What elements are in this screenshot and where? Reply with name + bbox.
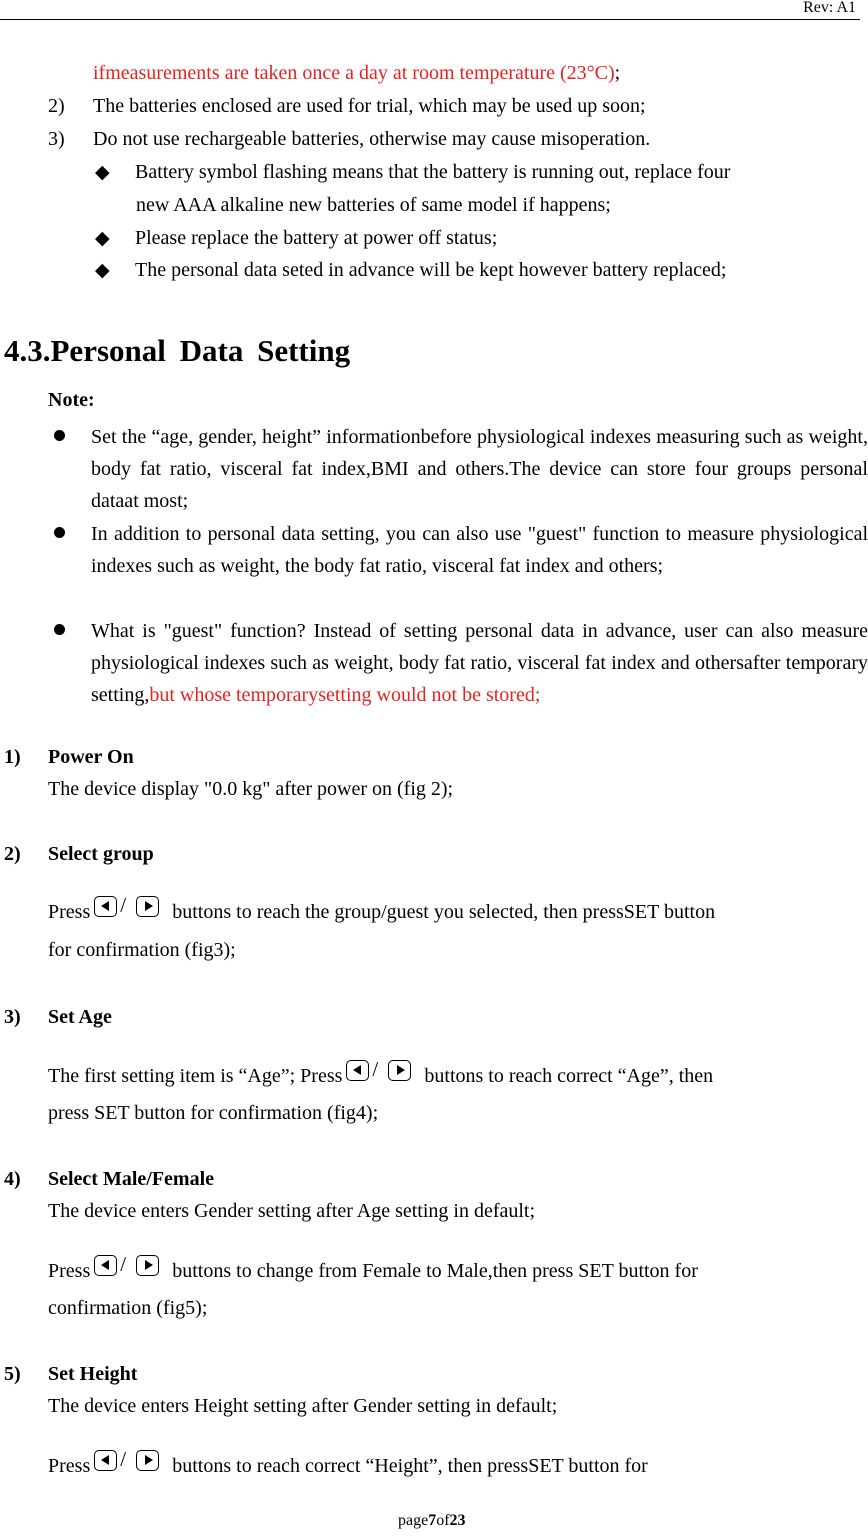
left-right-buttons-icon: / (344, 1058, 419, 1086)
step-4-line3: confirmation (fig5); (48, 1297, 208, 1319)
note-2-text: In addition to personal data setting, you can also use "guest" function to measure physiological indexes such as weight, the body fat ratio, visceral fat index and others; (91, 523, 868, 577)
battery-bullet-data-kept: The personal data seted in advance will be kept however battery replaced; (135, 259, 727, 281)
step-2-title: Select group (48, 843, 154, 865)
step-3-number: 3) (4, 1006, 21, 1028)
step-1-title: Power On (48, 746, 134, 768)
step-3-line1: The first setting item is “Age”; Press / buttons to reach correct “Age”, then (48, 1057, 714, 1087)
step-4-title: Select Male/Female (48, 1168, 215, 1190)
intro-item-3-text: Do not use rechargeable batteries, otherwise may cause misoperation. (93, 128, 651, 150)
step-1-text: The device display "0.0 kg" after power on (fig 2); (48, 778, 454, 800)
right-arrow-button-icon (136, 1255, 159, 1276)
step-4-line2: Press / buttons to change from Female to Male,then press SET button for (48, 1252, 698, 1282)
step-5-number: 5) (4, 1363, 21, 1385)
note-1-text: Set the “age, gender, height” informationbefore physiological indexes measuring such as weight, body fat ratio, visceral fat index,BMI and others.The device can store four groups personal dataat most; (91, 426, 868, 512)
left-arrow-button-icon (94, 1255, 117, 1276)
diamond-bullet-icon: ◆ (95, 162, 110, 183)
diamond-bullet-icon: ◆ (95, 260, 110, 281)
intro-item-3: 3) (48, 128, 65, 150)
battery-bullet-line1: Battery symbol flashing means that the battery is running out, replace four (135, 161, 731, 183)
note-3: What is "guest" function? Instead of setting personal data in advance, user can also measure physiological indexes such as weight, body fat ratio, visceral fat index and othersafter temporary setting,but whose temporarysetting would not be stored; (91, 620, 868, 706)
header-rule (0, 19, 860, 20)
right-arrow-button-icon (136, 1450, 159, 1471)
left-arrow-button-icon (94, 1450, 117, 1471)
step-4-number: 4) (4, 1168, 21, 1190)
step-3-title: Set Age (48, 1006, 112, 1028)
step-5-title: Set Height (48, 1363, 138, 1385)
battery-bullet-line2: new AAA alkaline new batteries of same model if happens; (136, 194, 611, 216)
step-1-number: 1) (4, 746, 21, 768)
intro-continuation: ifmeasurements are taken once a day at room temperature (23°C); (93, 62, 621, 84)
step-3-line2: press SET button for confirmation (fig4); (48, 1102, 379, 1124)
left-right-buttons-icon: / (92, 1448, 167, 1476)
section-title: 4.3.Personal Data Setting (4, 333, 351, 368)
battery-bullet-power-off: Please replace the battery at power off status; (135, 227, 498, 249)
diamond-bullet-icon: ◆ (95, 228, 110, 249)
left-arrow-button-icon (346, 1060, 369, 1081)
right-arrow-button-icon (136, 896, 159, 917)
round-bullet-icon (54, 430, 65, 441)
note-label: Note: (48, 389, 95, 411)
page-number: page7of23 (398, 1512, 466, 1529)
left-right-buttons-icon: / (92, 894, 167, 922)
step-5-line1: The device enters Height setting after Gender setting in default; (48, 1395, 558, 1417)
intro-item-2-text: The batteries enclosed are used for trial, which may be used up soon; (93, 95, 646, 117)
left-arrow-button-icon (94, 896, 117, 917)
left-right-buttons-icon: / (92, 1253, 167, 1281)
step-2-line1: Press / buttons to reach the group/guest you selected, then pressSET button (48, 893, 716, 923)
step-2-number: 2) (4, 843, 21, 865)
revision-label: Rev: A1 (803, 0, 856, 16)
step-2-line2: for confirmation (fig3); (48, 939, 236, 961)
step-4-line1: The device enters Gender setting after Age setting in default; (48, 1200, 536, 1222)
round-bullet-icon (54, 527, 65, 538)
step-5-line2: Press / buttons to reach correct “Height”, then pressSET button for (48, 1447, 648, 1477)
intro-item-2: 2) (48, 95, 65, 117)
round-bullet-icon (54, 624, 65, 635)
right-arrow-button-icon (388, 1060, 411, 1081)
